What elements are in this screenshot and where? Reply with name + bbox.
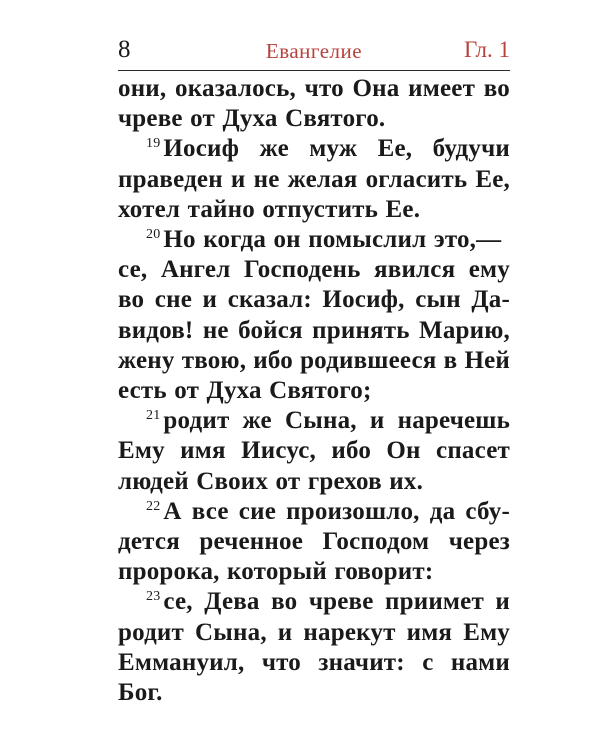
- verse-23: [118, 587, 510, 708]
- text-line: людей Своих от грехов их.: [118, 467, 424, 495]
- book-title: Евангелие: [265, 39, 363, 63]
- text-line-first: [118, 497, 510, 527]
- running-header: [118, 36, 510, 71]
- text-line-content: родит же Сына, и наречешь: [163, 407, 511, 435]
- text-line-content: Но когда он помыслил это,—: [163, 226, 502, 254]
- scripture-text: [118, 74, 510, 708]
- verse-21: [118, 406, 510, 497]
- verse-number: 19: [146, 136, 161, 152]
- verse-number: 21: [146, 408, 161, 424]
- verse-continuation: [118, 74, 510, 134]
- text-line: праведен и не желая огласить Ее,: [118, 165, 511, 193]
- verse-number: 20: [146, 227, 161, 243]
- text-line: Бог.: [118, 679, 163, 707]
- text-line: жену твою, ибо родившееся в Ней: [118, 346, 510, 374]
- verse-number: 23: [146, 589, 161, 605]
- text-line-first: [118, 406, 510, 436]
- text-line: есть от Духа Святого;: [118, 377, 372, 405]
- chapter-label: Гл. 1: [463, 37, 510, 62]
- text-line: чреве от Духа Святого.: [118, 105, 386, 133]
- text-line-content: се, Дева во чреве приимет и: [163, 588, 511, 616]
- text-line-first: [118, 134, 510, 164]
- text-line: Ему имя Иисус, ибо Он спасет: [118, 437, 511, 465]
- text-line: во сне и сказал: Иосиф, сын Да-: [118, 286, 510, 314]
- text-line: родит Сына, и нарекут имя Ему: [118, 618, 510, 646]
- text-line: они, оказалось, что Она имеет во: [118, 75, 510, 102]
- page-number: 8: [118, 36, 131, 63]
- text-line: дется реченное Господом через: [118, 528, 510, 556]
- verse-19: [118, 134, 510, 225]
- text-line-first: [118, 587, 510, 617]
- text-line-first: [118, 225, 510, 255]
- verse-22: [118, 497, 510, 588]
- text-line-content: Иосиф же муж Ее, будучи: [163, 135, 510, 163]
- verse-number: 22: [146, 498, 161, 514]
- text-line: Еммануил, что значит: с нами: [118, 648, 511, 676]
- verse-20: [118, 225, 510, 406]
- text-line-content: А все сие произошло, да сбу-: [163, 497, 510, 525]
- text-line: се, Ангел Господень явился ему: [118, 256, 510, 284]
- text-line: пророка, который говорит:: [118, 558, 434, 586]
- text-line: видов! не бойся принять Марию,: [118, 316, 510, 344]
- text-line: хотел тайно отпустить Ее.: [118, 195, 421, 223]
